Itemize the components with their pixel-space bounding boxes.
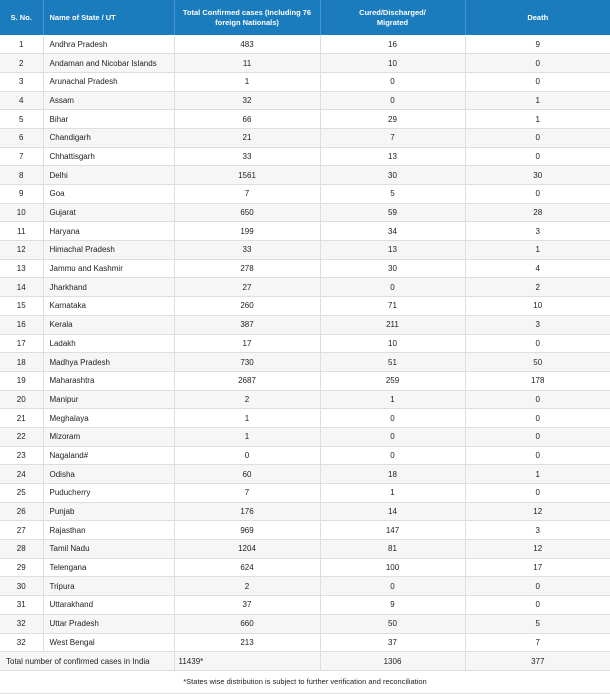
cell-death: 0 — [465, 185, 610, 204]
cell-death: 0 — [465, 54, 610, 73]
cell-state-name: Delhi — [43, 166, 174, 185]
cell-state-name: Assam — [43, 91, 174, 110]
cell-state-name: Puducherry — [43, 484, 174, 503]
cell-death: 5 — [465, 614, 610, 633]
cell-state-name: Uttar Pradesh — [43, 614, 174, 633]
table-row — [0, 465, 610, 484]
header-death: Death — [465, 0, 610, 35]
cell-state-name: Karnataka — [43, 297, 174, 316]
cell-death: 0 — [465, 577, 610, 596]
cell-cured: 16 — [320, 35, 465, 54]
cell-state-name: Haryana — [43, 222, 174, 241]
table-row — [0, 203, 610, 222]
cell-sno: 12 — [0, 241, 43, 260]
cell-confirmed: 1 — [174, 72, 320, 91]
cell-state-name: Kerala — [43, 315, 174, 334]
cell-death: 7 — [465, 633, 610, 652]
table-row — [0, 278, 610, 297]
cell-death: 1 — [465, 241, 610, 260]
table-row — [0, 390, 610, 409]
cell-confirmed: 0 — [174, 446, 320, 465]
header-cured-line2: Migrated — [376, 17, 409, 27]
cell-death: 0 — [465, 427, 610, 446]
cell-state-name: Odisha — [43, 465, 174, 484]
cell-sno: 19 — [0, 371, 43, 390]
cell-state-name: Jammu and Kashmir — [43, 259, 174, 278]
table-body — [0, 35, 610, 671]
cell-state-name: Mizoram — [43, 427, 174, 446]
cell-death: 1 — [465, 465, 610, 484]
cell-confirmed: 2 — [174, 390, 320, 409]
cell-death: 1 — [465, 91, 610, 110]
cell-confirmed: 969 — [174, 521, 320, 540]
cell-cured: 7 — [320, 128, 465, 147]
total-label: Total number of confirmed cases in India — [0, 652, 174, 671]
cell-sno: 6 — [0, 128, 43, 147]
table-row — [0, 185, 610, 204]
cell-sno: 10 — [0, 203, 43, 222]
table-row — [0, 577, 610, 596]
cell-cured: 50 — [320, 614, 465, 633]
cell-death: 178 — [465, 371, 610, 390]
cell-confirmed: 60 — [174, 465, 320, 484]
cell-confirmed: 176 — [174, 502, 320, 521]
cell-cured: 0 — [320, 91, 465, 110]
cell-confirmed: 7 — [174, 484, 320, 503]
cell-sno: 8 — [0, 166, 43, 185]
cell-confirmed: 21 — [174, 128, 320, 147]
header-cured-line1: Cured/Discharged/ — [359, 7, 426, 17]
cell-state-name: Maharashtra — [43, 371, 174, 390]
cell-confirmed: 7 — [174, 185, 320, 204]
cell-death: 9 — [465, 35, 610, 54]
cell-death: 4 — [465, 259, 610, 278]
cell-sno: 20 — [0, 390, 43, 409]
table-header — [0, 0, 610, 35]
cell-confirmed: 33 — [174, 147, 320, 166]
table-row — [0, 222, 610, 241]
cell-confirmed: 624 — [174, 558, 320, 577]
cell-cured: 0 — [320, 577, 465, 596]
cell-state-name: Tripura — [43, 577, 174, 596]
cell-confirmed: 199 — [174, 222, 320, 241]
cell-cured: 211 — [320, 315, 465, 334]
cell-death: 30 — [465, 166, 610, 185]
cell-sno: 4 — [0, 91, 43, 110]
cell-sno: 1 — [0, 35, 43, 54]
cell-cured: 0 — [320, 446, 465, 465]
cell-state-name: Andaman and Nicobar Islands — [43, 54, 174, 73]
table-row — [0, 540, 610, 559]
table-row — [0, 558, 610, 577]
header-confirmed — [174, 0, 320, 35]
cell-sno: 13 — [0, 259, 43, 278]
table-row — [0, 35, 610, 54]
cell-confirmed: 650 — [174, 203, 320, 222]
cell-cured: 5 — [320, 185, 465, 204]
cell-confirmed: 2687 — [174, 371, 320, 390]
cell-death: 12 — [465, 540, 610, 559]
cell-cured: 30 — [320, 259, 465, 278]
cell-cured: 13 — [320, 241, 465, 260]
cell-sno: 16 — [0, 315, 43, 334]
cell-cured: 9 — [320, 596, 465, 615]
cell-death: 0 — [465, 334, 610, 353]
cell-state-name: Chhattisgarh — [43, 147, 174, 166]
cell-sno: 25 — [0, 484, 43, 503]
cell-death: 0 — [465, 484, 610, 503]
table-row — [0, 147, 610, 166]
cell-state-name: Punjab — [43, 502, 174, 521]
cell-death: 3 — [465, 222, 610, 241]
cell-cured: 34 — [320, 222, 465, 241]
cell-cured: 1 — [320, 484, 465, 503]
table-row — [0, 166, 610, 185]
cell-sno: 32 — [0, 633, 43, 652]
cell-state-name: Meghalaya — [43, 409, 174, 428]
table-row — [0, 633, 610, 652]
cell-sno: 23 — [0, 446, 43, 465]
header-sno: S. No. — [0, 0, 43, 35]
cell-cured: 30 — [320, 166, 465, 185]
cell-confirmed: 278 — [174, 259, 320, 278]
cell-state-name: Telengana — [43, 558, 174, 577]
cell-state-name: Ladakh — [43, 334, 174, 353]
total-confirmed: 11439* — [174, 652, 320, 671]
cell-cured: 59 — [320, 203, 465, 222]
cell-sno: 7 — [0, 147, 43, 166]
cell-cured: 259 — [320, 371, 465, 390]
cell-cured: 13 — [320, 147, 465, 166]
header-cured — [320, 0, 465, 35]
cell-confirmed: 483 — [174, 35, 320, 54]
cell-sno: 28 — [0, 540, 43, 559]
table-row — [0, 596, 610, 615]
table-row — [0, 371, 610, 390]
cell-state-name: Chandigarh — [43, 128, 174, 147]
cell-cured: 18 — [320, 465, 465, 484]
table-row — [0, 315, 610, 334]
table-row — [0, 128, 610, 147]
cell-confirmed: 260 — [174, 297, 320, 316]
cell-confirmed: 27 — [174, 278, 320, 297]
table-row — [0, 334, 610, 353]
cell-cured: 0 — [320, 72, 465, 91]
cell-confirmed: 1204 — [174, 540, 320, 559]
table-row — [0, 297, 610, 316]
cell-confirmed: 1 — [174, 409, 320, 428]
cell-confirmed: 1 — [174, 427, 320, 446]
cell-state-name: Nagaland# — [43, 446, 174, 465]
cell-confirmed: 660 — [174, 614, 320, 633]
header-confirmed-line1: Total Confirmed cases (Including 76 — [182, 7, 312, 17]
cell-sno: 21 — [0, 409, 43, 428]
cell-confirmed: 66 — [174, 110, 320, 129]
cell-sno: 15 — [0, 297, 43, 316]
table-row — [0, 502, 610, 521]
cell-death: 0 — [465, 596, 610, 615]
table-row — [0, 72, 610, 91]
cell-state-name: Uttarakhand — [43, 596, 174, 615]
cell-cured: 100 — [320, 558, 465, 577]
cell-sno: 24 — [0, 465, 43, 484]
cell-confirmed: 1561 — [174, 166, 320, 185]
cell-death: 1 — [465, 110, 610, 129]
table-row — [0, 259, 610, 278]
cell-death: 10 — [465, 297, 610, 316]
table-row — [0, 614, 610, 633]
table-row — [0, 427, 610, 446]
header-row — [0, 0, 610, 35]
cell-confirmed: 33 — [174, 241, 320, 260]
cell-state-name: Rajasthan — [43, 521, 174, 540]
cell-cured: 0 — [320, 278, 465, 297]
cell-sno: 29 — [0, 558, 43, 577]
cell-sno: 31 — [0, 596, 43, 615]
cell-sno: 2 — [0, 54, 43, 73]
cell-death: 3 — [465, 315, 610, 334]
cell-sno: 18 — [0, 353, 43, 372]
cell-death: 28 — [465, 203, 610, 222]
total-cured: 1306 — [320, 652, 465, 671]
cell-state-name: Manipur — [43, 390, 174, 409]
cell-cured: 10 — [320, 334, 465, 353]
cell-state-name: Madhya Pradesh — [43, 353, 174, 372]
cell-confirmed: 32 — [174, 91, 320, 110]
cell-death: 12 — [465, 502, 610, 521]
footnote: *States wise distribution is subject to further verification and reconciliation — [0, 671, 610, 694]
cell-death: 0 — [465, 409, 610, 428]
cell-confirmed: 11 — [174, 54, 320, 73]
table-row — [0, 484, 610, 503]
cell-cured: 0 — [320, 409, 465, 428]
total-death: 377 — [465, 652, 610, 671]
cell-death: 0 — [465, 390, 610, 409]
cell-confirmed: 730 — [174, 353, 320, 372]
cell-cured: 0 — [320, 427, 465, 446]
table-row — [0, 241, 610, 260]
cell-sno: 30 — [0, 577, 43, 596]
cell-state-name: Himachal Pradesh — [43, 241, 174, 260]
header-state-name: Name of State / UT — [43, 0, 174, 35]
cell-death: 0 — [465, 72, 610, 91]
cell-sno: 11 — [0, 222, 43, 241]
cell-state-name: Bihar — [43, 110, 174, 129]
table-row — [0, 110, 610, 129]
cell-sno: 5 — [0, 110, 43, 129]
cell-confirmed: 2 — [174, 577, 320, 596]
cell-cured: 14 — [320, 502, 465, 521]
cell-state-name: Jharkhand — [43, 278, 174, 297]
cell-sno: 27 — [0, 521, 43, 540]
cell-cured: 51 — [320, 353, 465, 372]
cell-death: 50 — [465, 353, 610, 372]
table-row — [0, 409, 610, 428]
cell-cured: 37 — [320, 633, 465, 652]
cell-sno: 14 — [0, 278, 43, 297]
total-row — [0, 652, 610, 671]
cell-death: 0 — [465, 128, 610, 147]
cell-cured: 10 — [320, 54, 465, 73]
cell-confirmed: 387 — [174, 315, 320, 334]
cell-death: 0 — [465, 147, 610, 166]
cell-death: 17 — [465, 558, 610, 577]
cell-state-name: Andhra Pradesh — [43, 35, 174, 54]
table-row — [0, 446, 610, 465]
cell-state-name: Tamil Nadu — [43, 540, 174, 559]
cell-cured: 1 — [320, 390, 465, 409]
cell-sno: 17 — [0, 334, 43, 353]
cell-sno: 32 — [0, 614, 43, 633]
cell-death: 3 — [465, 521, 610, 540]
cell-death: 0 — [465, 446, 610, 465]
cell-state-name: Arunachal Pradesh — [43, 72, 174, 91]
table-row — [0, 54, 610, 73]
cell-death: 2 — [465, 278, 610, 297]
cell-cured: 147 — [320, 521, 465, 540]
cell-confirmed: 213 — [174, 633, 320, 652]
cell-sno: 3 — [0, 72, 43, 91]
cell-state-name: Goa — [43, 185, 174, 204]
cell-confirmed: 37 — [174, 596, 320, 615]
cell-sno: 9 — [0, 185, 43, 204]
cell-cured: 81 — [320, 540, 465, 559]
cell-cured: 71 — [320, 297, 465, 316]
table-row — [0, 353, 610, 372]
cell-sno: 26 — [0, 502, 43, 521]
cell-sno: 22 — [0, 427, 43, 446]
cell-confirmed: 17 — [174, 334, 320, 353]
table-row — [0, 91, 610, 110]
cell-cured: 29 — [320, 110, 465, 129]
cell-state-name: Gujarat — [43, 203, 174, 222]
cell-state-name: West Bengal — [43, 633, 174, 652]
table-row — [0, 521, 610, 540]
header-confirmed-line2: foreign Nationals) — [215, 17, 279, 27]
